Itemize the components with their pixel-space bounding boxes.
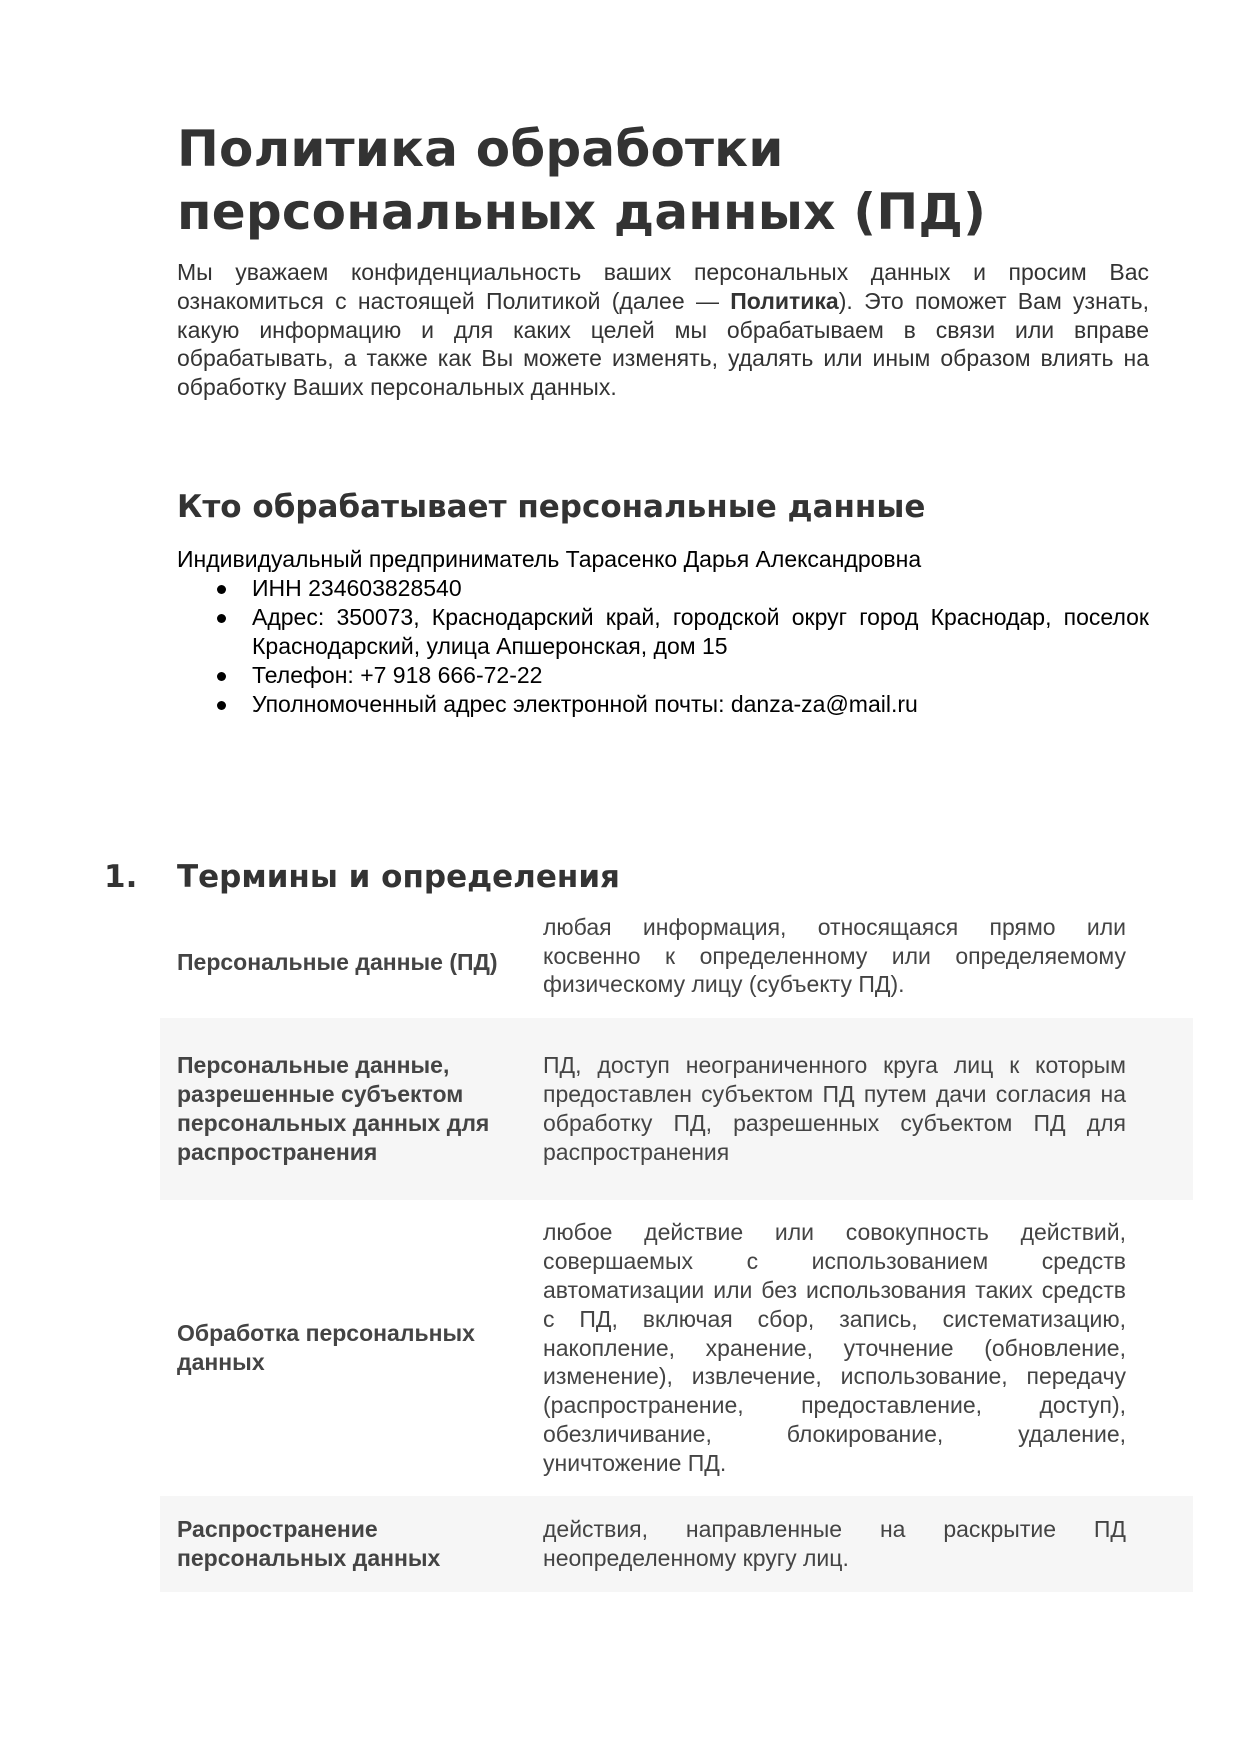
intro-text-before: Мы уважаем конфиденциальность ваших персональных данных и просим Вас ознакомиться с настоящей Политикой (далее —: [177, 259, 1149, 314]
bullet-icon: [217, 614, 226, 623]
intro-bold-term: Политика: [730, 287, 839, 314]
contact-text: Телефон: +7 918 666-72-22: [252, 662, 543, 688]
contact-text: Адрес: 350073, Краснодарский край, городской округ город Краснодар, поселок Краснодарский, улица Апшеронская, дом 15: [252, 604, 1149, 659]
bullet-icon: [217, 672, 226, 681]
contacts-list: [177, 574, 1149, 719]
contact-email: [177, 690, 1149, 719]
section-title: Термины и определения: [177, 859, 620, 895]
term-row: [160, 1018, 1193, 1200]
bullet-icon: [217, 701, 226, 710]
terms-section-heading: [104, 857, 620, 897]
term-name: Распространение персональных данных: [177, 1516, 441, 1571]
page-title: Политика обработки персональных данных (ПД): [177, 120, 987, 241]
operator-name: Индивидуальный предприниматель Тарасенко Дарья Александровна: [177, 546, 922, 572]
intro-text-after: ). Это поможет Вам узнать, какую информацию и для каких целей мы обрабатываем в связи или вправе обрабатывать, а также как Вы можете изменять, удалять или иным образом влиять на обработку Ваших персональных данных.: [177, 287, 1149, 401]
operator-heading: Кто обрабатывает персональные данные: [177, 489, 926, 525]
operator-block: [177, 545, 1149, 719]
term-name: Персональные данные (ПД): [177, 948, 498, 975]
contact-address: [177, 603, 1149, 661]
contact-text: Уполномоченный адрес электронной почты: danza-za@mail.ru: [252, 691, 918, 717]
contact-phone: [177, 661, 1149, 690]
contact-text: ИНН 234603828540: [252, 575, 462, 601]
term-definition: действия, направленные на раскрытие ПД неопределенному кругу лиц.: [543, 1516, 1126, 1571]
term-definition: ПД, доступ неограниченного круга лиц к которым предоставлен субъектом ПД путем дачи согласия на обработку ПД, разрешенных субъектом ПД для распространения: [543, 1052, 1126, 1165]
bullet-icon: [217, 585, 226, 594]
term-definition: любое действие или совокупность действий, совершаемых с использованием средств автоматизации или без использования таких средств с ПД, включая сбор, запись, систематизацию, накопление, хранение, уточнение (обновление, изменение), извлечение, использование, передачу (распространение, предоставление, доступ), обезличивание, блокирование, удаление, уничтожение ПД.: [543, 1219, 1126, 1476]
contact-inn: [177, 574, 1149, 603]
term-definition: любая информация, относящаяся прямо или косвенно к определенному или определяемому физическому лицу (субъекту ПД).: [543, 913, 1126, 998]
term-row: [160, 1200, 1193, 1496]
term-name: Обработка персональных данных: [177, 1320, 475, 1375]
intro-paragraph: [177, 258, 1149, 402]
terms-table: [160, 906, 1193, 1592]
section-number: 1.: [104, 859, 138, 895]
term-row: [160, 1496, 1193, 1592]
term-row: [160, 906, 1193, 1018]
term-name: Персональные данные, разрешенные субъектом персональных данных для распространения: [177, 1052, 490, 1165]
